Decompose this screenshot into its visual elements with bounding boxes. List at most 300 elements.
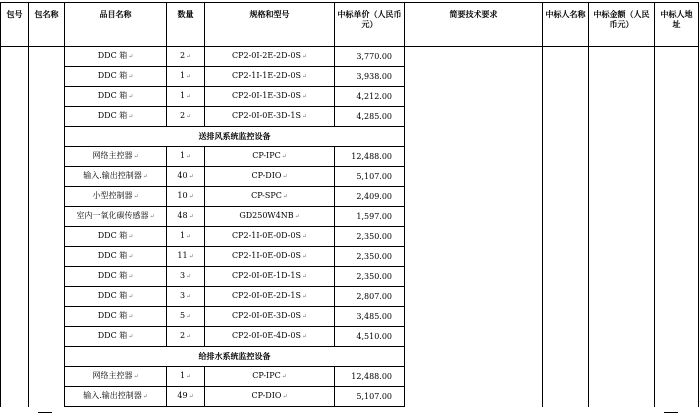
cell-price — [335, 167, 405, 187]
cell-amount — [589, 347, 655, 367]
header-pkg-no: 包号 — [1, 3, 29, 47]
cell-pkg-no — [1, 247, 29, 267]
paragraph-mark-icon: ↵ — [282, 393, 288, 400]
paragraph-mark-icon: ↵ — [142, 393, 148, 400]
cell-price — [335, 47, 405, 67]
cell-pkg-no — [1, 47, 29, 67]
cell-price-text: 2,350.00 — [356, 251, 392, 261]
cell-tech — [405, 367, 543, 387]
cell-item-name — [65, 187, 167, 207]
paragraph-mark-icon: ↵ — [188, 253, 194, 260]
cell-spec-text: CP-DIO — [251, 171, 282, 180]
cell-price — [335, 267, 405, 287]
cell-qty — [167, 367, 205, 387]
cell-qty-text: 10 — [177, 191, 188, 200]
cell-address — [655, 47, 699, 67]
cell-item-name — [65, 387, 167, 407]
cell-price-text: 2,807.00 — [356, 291, 392, 301]
cell-winner — [543, 127, 589, 147]
cell-pkg-no — [1, 107, 29, 127]
cell-amount — [589, 207, 655, 227]
paragraph-mark-icon: ↵ — [186, 273, 192, 280]
cell-amount — [589, 267, 655, 287]
cell-address — [655, 227, 699, 247]
cell-pkg-name — [29, 387, 65, 407]
cell-qty-text: 3 — [179, 291, 186, 300]
cell-qty-text: 49 — [177, 391, 188, 400]
cell-tech — [405, 107, 543, 127]
page-bottom-marks — [0, 410, 700, 417]
paragraph-mark-icon: ↵ — [186, 293, 192, 300]
cell-price — [335, 147, 405, 167]
cell-address — [655, 207, 699, 227]
header-winner: 中标人名称 — [543, 3, 589, 47]
cell-price-text: 5,107.00 — [356, 391, 392, 401]
cell-spec — [205, 67, 335, 87]
cell-price-text: 2,350.00 — [356, 231, 392, 241]
cell-amount — [589, 127, 655, 147]
header-qty: 数量 — [167, 3, 205, 47]
cell-item-name-text: DDC 箱 — [97, 311, 128, 320]
cell-pkg-name — [29, 107, 65, 127]
cell-qty — [167, 67, 205, 87]
cell-winner — [543, 327, 589, 347]
cell-spec-text: CP2-1I-0E-0D-0S — [232, 251, 301, 260]
paragraph-mark-icon: ↵ — [281, 373, 287, 380]
header-spec: 规格和型号 — [205, 3, 335, 47]
table-row — [1, 87, 699, 107]
cell-tech — [405, 127, 543, 147]
cell-qty — [167, 387, 205, 407]
paragraph-mark-icon: ↵ — [301, 93, 307, 100]
cell-spec — [205, 167, 335, 187]
cell-item-name-text: 网络主控器 — [92, 151, 133, 160]
paragraph-mark-icon: ↵ — [301, 53, 307, 60]
cell-qty-text: 1 — [179, 91, 186, 100]
cell-tech — [405, 267, 543, 287]
cell-qty-text: 48 — [177, 211, 188, 220]
section-row — [1, 347, 699, 367]
cell-price — [335, 207, 405, 227]
cell-winner — [543, 187, 589, 207]
table-row — [1, 47, 699, 67]
section-title-text: 送排风系统监控设备 — [198, 131, 271, 141]
cell-tech — [405, 387, 543, 407]
header-tech: 简要技术要求 — [405, 3, 543, 47]
cell-winner — [543, 367, 589, 387]
cell-address — [655, 367, 699, 387]
table-body — [1, 47, 699, 407]
cell-tech — [405, 287, 543, 307]
paragraph-mark-icon: ↵ — [186, 233, 192, 240]
cell-address — [655, 267, 699, 287]
cell-item-name — [65, 287, 167, 307]
cell-tech — [405, 187, 543, 207]
cell-spec-text: CP2-1I-1E-2D-0S — [232, 71, 301, 80]
cell-address — [655, 187, 699, 207]
cell-qty — [167, 247, 205, 267]
cell-amount — [589, 147, 655, 167]
paragraph-mark-icon: ↵ — [301, 313, 307, 320]
paragraph-mark-icon: ↵ — [128, 293, 134, 300]
cell-item-name-text: DDC 箱 — [97, 91, 128, 100]
cell-tech — [405, 67, 543, 87]
cell-item-name-text: 小型控制器 — [92, 191, 133, 200]
cell-winner — [543, 267, 589, 287]
cell-item-name — [65, 307, 167, 327]
cell-pkg-name — [29, 327, 65, 347]
table-row — [1, 307, 699, 327]
cell-winner — [543, 87, 589, 107]
cell-qty — [167, 287, 205, 307]
table-row — [1, 107, 699, 127]
cell-pkg-name — [29, 187, 65, 207]
cell-item-name — [65, 227, 167, 247]
cell-spec — [205, 307, 335, 327]
cell-price — [335, 367, 405, 387]
cell-winner — [543, 167, 589, 187]
cell-winner — [543, 147, 589, 167]
paragraph-mark-icon: ↵ — [301, 113, 307, 120]
cell-item-name-text: DDC 箱 — [97, 111, 128, 120]
cell-item-name-text: DDC 箱 — [97, 51, 128, 60]
paragraph-mark-icon: ↵ — [128, 113, 134, 120]
paragraph-mark-icon: ↵ — [301, 273, 307, 280]
table-row — [1, 147, 699, 167]
cell-amount — [589, 167, 655, 187]
paragraph-mark-icon: ↵ — [128, 233, 134, 240]
cell-spec — [205, 227, 335, 247]
cell-address — [655, 147, 699, 167]
cell-spec — [205, 107, 335, 127]
cell-item-name — [65, 107, 167, 127]
cell-price — [335, 87, 405, 107]
cell-pkg-name — [29, 87, 65, 107]
cell-item-name — [65, 147, 167, 167]
paragraph-mark-icon: ↵ — [301, 293, 307, 300]
table-row — [1, 207, 699, 227]
paragraph-mark-icon: ↵ — [133, 153, 139, 160]
cell-qty-text: 1 — [179, 71, 186, 80]
cell-pkg-name — [29, 267, 65, 287]
cell-spec — [205, 367, 335, 387]
cell-pkg-name — [29, 347, 65, 367]
cell-spec — [205, 247, 335, 267]
cell-amount — [589, 107, 655, 127]
cell-pkg-no — [1, 67, 29, 87]
cell-winner — [543, 207, 589, 227]
paragraph-mark-icon: ↵ — [128, 273, 134, 280]
paragraph-mark-icon: ↵ — [188, 213, 194, 220]
cell-pkg-no — [1, 267, 29, 287]
paragraph-mark-icon: ↵ — [282, 193, 288, 200]
cell-price-text: 1,597.00 — [356, 211, 392, 221]
cell-address — [655, 67, 699, 87]
cell-qty — [167, 307, 205, 327]
header-amount: 中标金额（人民币元） — [589, 3, 655, 47]
cell-pkg-name — [29, 367, 65, 387]
cell-tech — [405, 227, 543, 247]
cell-address — [655, 87, 699, 107]
cell-amount — [589, 307, 655, 327]
cell-winner — [543, 287, 589, 307]
cell-tech — [405, 327, 543, 347]
cell-amount — [589, 387, 655, 407]
cell-item-name-text: DDC 箱 — [97, 331, 128, 340]
cell-tech — [405, 307, 543, 327]
cell-price — [335, 327, 405, 347]
cell-qty-text: 11 — [177, 251, 188, 260]
cell-winner — [543, 67, 589, 87]
procurement-table — [0, 2, 699, 407]
cell-spec — [205, 87, 335, 107]
cell-address — [655, 127, 699, 147]
cell-tech — [405, 247, 543, 267]
table-row — [1, 67, 699, 87]
cell-price — [335, 387, 405, 407]
cell-qty — [167, 227, 205, 247]
cell-pkg-name — [29, 287, 65, 307]
cell-spec-text: CP2-0I-0E-1D-1S — [232, 271, 301, 280]
cell-qty — [167, 167, 205, 187]
cell-spec-text: CP2-0I-0E-2D-1S — [232, 291, 301, 300]
cell-winner — [543, 307, 589, 327]
cell-item-name-text: DDC 箱 — [97, 231, 128, 240]
cell-price-text: 3,485.00 — [356, 311, 392, 321]
cell-price-text: 2,350.00 — [356, 271, 392, 281]
cell-spec-text: CP2-0I-0E-3D-1S — [232, 111, 301, 120]
paragraph-mark-icon: ↵ — [142, 173, 148, 180]
cell-price-text: 4,212.00 — [356, 91, 392, 101]
cell-item-name-text: 输入.输出控制器 — [83, 391, 142, 400]
cell-qty-text: 2 — [179, 331, 186, 340]
cell-item-name — [65, 247, 167, 267]
cell-winner — [543, 107, 589, 127]
cell-pkg-no — [1, 347, 29, 367]
cell-winner — [543, 227, 589, 247]
paragraph-mark-icon: ↵ — [186, 53, 192, 60]
cell-price — [335, 187, 405, 207]
cell-address — [655, 107, 699, 127]
section-title-text: 给排水系统监控设备 — [198, 351, 271, 361]
paragraph-mark-icon: ↵ — [186, 93, 192, 100]
paragraph-mark-icon: ↵ — [188, 393, 194, 400]
section-title — [65, 127, 405, 147]
cell-pkg-name — [29, 127, 65, 147]
cell-item-name — [65, 367, 167, 387]
cell-address — [655, 387, 699, 407]
cell-spec — [205, 207, 335, 227]
cell-qty — [167, 267, 205, 287]
cell-item-name-text: 网络主控器 — [92, 371, 133, 380]
cell-price-text: 12,488.00 — [351, 371, 392, 381]
paragraph-mark-icon: ↵ — [186, 153, 192, 160]
cell-pkg-name — [29, 67, 65, 87]
paragraph-mark-icon: ↵ — [133, 373, 139, 380]
paragraph-mark-icon: ↵ — [128, 73, 134, 80]
cell-qty — [167, 147, 205, 167]
cell-amount — [589, 67, 655, 87]
cell-price-text: 4,285.00 — [356, 111, 392, 121]
header-item: 品目名称 — [65, 3, 167, 47]
cell-tech — [405, 147, 543, 167]
cell-pkg-no — [1, 187, 29, 207]
cell-amount — [589, 187, 655, 207]
cell-pkg-no — [1, 207, 29, 227]
cell-qty-text: 2 — [179, 111, 186, 120]
cell-amount — [589, 367, 655, 387]
paragraph-mark-icon: ↵ — [133, 193, 139, 200]
cell-spec-text: CP-SPC — [251, 191, 282, 200]
paragraph-mark-icon: ↵ — [186, 373, 192, 380]
cell-spec — [205, 327, 335, 347]
cell-price — [335, 307, 405, 327]
cell-qty — [167, 87, 205, 107]
cell-pkg-no — [1, 127, 29, 147]
cell-price-text: 3,938.00 — [356, 71, 392, 81]
cell-price-text: 5,107.00 — [356, 171, 392, 181]
cell-spec-text: CP2-0I-0E-3D-0S — [232, 311, 301, 320]
cell-amount — [589, 327, 655, 347]
paragraph-mark-icon: ↵ — [186, 113, 192, 120]
cell-address — [655, 247, 699, 267]
cell-pkg-no — [1, 387, 29, 407]
cell-qty — [167, 207, 205, 227]
cell-spec-text: CP2-0I-1E-3D-0S — [232, 91, 301, 100]
cell-qty-text: 3 — [179, 271, 186, 280]
table-row — [1, 227, 699, 247]
table-row — [1, 247, 699, 267]
cell-qty-text: 1 — [179, 151, 186, 160]
cell-pkg-no — [1, 367, 29, 387]
header-price: 中标单价（人民币元） — [335, 3, 405, 47]
cell-winner — [543, 387, 589, 407]
cell-price — [335, 227, 405, 247]
table-row — [1, 187, 699, 207]
cell-amount — [589, 87, 655, 107]
cell-qty — [167, 187, 205, 207]
cell-address — [655, 287, 699, 307]
table-row — [1, 167, 699, 187]
cell-pkg-no — [1, 327, 29, 347]
header-row — [1, 3, 699, 47]
cell-qty — [167, 327, 205, 347]
paragraph-mark-icon: ↵ — [128, 333, 134, 340]
table-row — [1, 287, 699, 307]
paragraph-mark-icon: ↵ — [186, 313, 192, 320]
cell-tech — [405, 167, 543, 187]
paragraph-mark-icon: ↵ — [128, 53, 134, 60]
paragraph-mark-icon: ↵ — [301, 73, 307, 80]
paragraph-mark-icon: ↵ — [149, 213, 155, 220]
paragraph-mark-icon: ↵ — [301, 333, 307, 340]
paragraph-mark-icon: ↵ — [294, 213, 300, 220]
cell-qty-text: 1 — [179, 371, 186, 380]
paragraph-mark-icon: ↵ — [128, 253, 134, 260]
cell-tech — [405, 47, 543, 67]
paragraph-mark-icon: ↵ — [301, 233, 307, 240]
cell-spec-text: CP2-0I-0E-4D-0S — [232, 331, 301, 340]
cell-address — [655, 307, 699, 327]
paragraph-mark-icon: ↵ — [186, 73, 192, 80]
cell-qty-text: 2 — [179, 51, 186, 60]
cell-pkg-name — [29, 307, 65, 327]
section-row — [1, 127, 699, 147]
table-row — [1, 327, 699, 347]
cell-price — [335, 287, 405, 307]
cell-price-text: 12,488.00 — [351, 151, 392, 161]
cell-qty — [167, 47, 205, 67]
table-row — [1, 387, 699, 407]
cell-spec-text: CP2-1I-0E-0D-0S — [232, 231, 301, 240]
cell-pkg-name — [29, 227, 65, 247]
cell-item-name — [65, 47, 167, 67]
cell-address — [655, 167, 699, 187]
cell-winner — [543, 47, 589, 67]
cell-item-name — [65, 327, 167, 347]
cell-item-name — [65, 87, 167, 107]
cell-pkg-no — [1, 287, 29, 307]
cell-spec-text: CP-IPC — [252, 371, 281, 380]
cell-pkg-no — [1, 167, 29, 187]
cell-tech — [405, 87, 543, 107]
cell-item-name — [65, 267, 167, 287]
cell-item-name — [65, 167, 167, 187]
cell-spec-text: CP-IPC — [252, 151, 281, 160]
cell-pkg-name — [29, 147, 65, 167]
cell-item-name-text: 输入.输出控制器 — [83, 171, 142, 180]
cell-qty-text: 1 — [179, 231, 186, 240]
paragraph-mark-icon: ↵ — [128, 93, 134, 100]
cell-tech — [405, 207, 543, 227]
cell-spec-text: GD250W4NB — [239, 211, 294, 220]
cell-item-name-text: DDC 箱 — [97, 271, 128, 280]
cell-address — [655, 327, 699, 347]
section-title — [65, 347, 405, 367]
cell-qty — [167, 107, 205, 127]
cell-pkg-no — [1, 227, 29, 247]
cell-amount — [589, 247, 655, 267]
cell-amount — [589, 227, 655, 247]
cell-pkg-name — [29, 47, 65, 67]
cell-qty-text: 5 — [179, 311, 186, 320]
cell-pkg-name — [29, 247, 65, 267]
paragraph-mark-icon: ↵ — [188, 193, 194, 200]
paragraph-mark-icon: ↵ — [186, 333, 192, 340]
paragraph-mark-icon: ↵ — [281, 153, 287, 160]
cell-winner — [543, 347, 589, 367]
cell-pkg-name — [29, 167, 65, 187]
cell-pkg-no — [1, 147, 29, 167]
cell-amount — [589, 47, 655, 67]
cell-spec — [205, 187, 335, 207]
cell-spec — [205, 287, 335, 307]
cell-item-name-text: DDC 箱 — [97, 71, 128, 80]
cell-winner — [543, 247, 589, 267]
header-pkg-name: 包名称 — [29, 3, 65, 47]
paragraph-mark-icon: ↵ — [128, 313, 134, 320]
cell-price — [335, 67, 405, 87]
cell-spec — [205, 387, 335, 407]
table-row — [1, 367, 699, 387]
cell-item-name-text: DDC 箱 — [97, 251, 128, 260]
cell-item-name-text: DDC 箱 — [97, 291, 128, 300]
cell-spec — [205, 47, 335, 67]
cell-price-text: 3,770.00 — [356, 51, 392, 61]
cell-item-name — [65, 207, 167, 227]
cell-spec-text: CP-DIO — [251, 391, 282, 400]
cell-price — [335, 247, 405, 267]
